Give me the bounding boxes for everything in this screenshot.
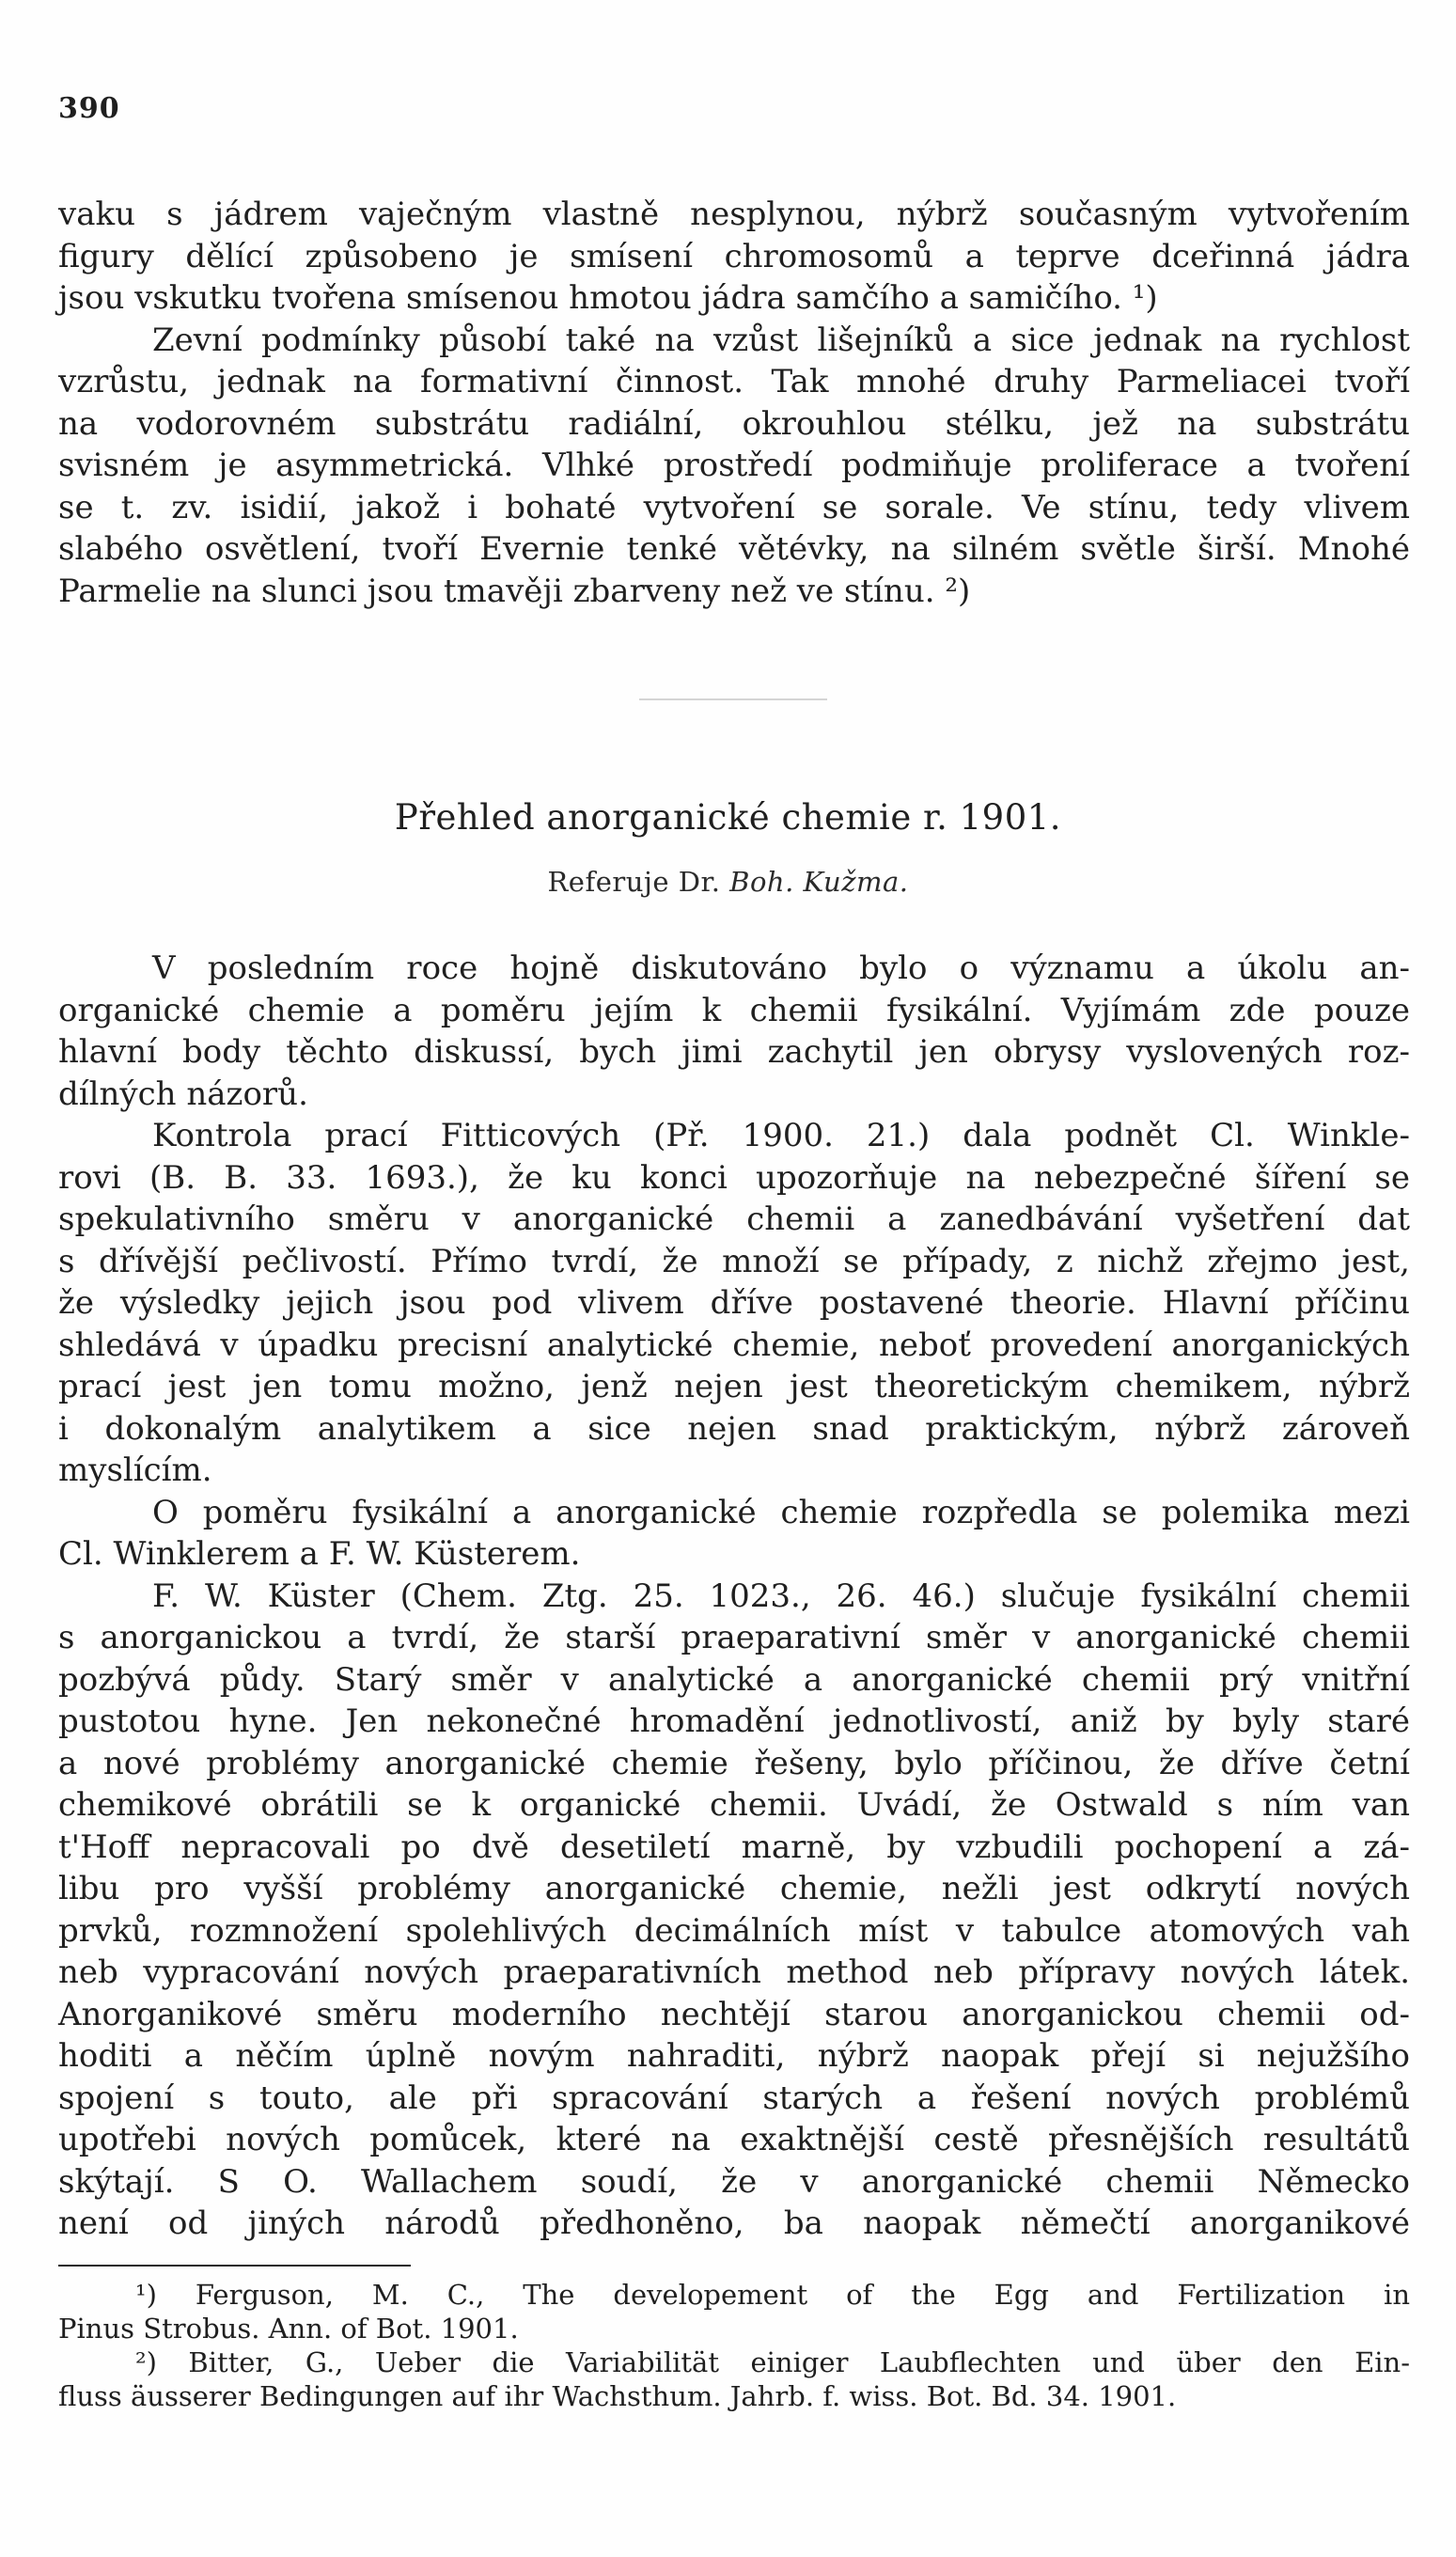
text-line: hlavní body těchto diskussí, bych jimi zachytil jen obrysy vyslovených roz- (58, 1033, 1410, 1071)
article-title: Přehled anorganické chemie r. 1901. (394, 797, 1062, 838)
text-line: t'Hoff nepracovali po dvě desetiletí marně, by vzbudili pochopení a zá- (58, 1828, 1410, 1866)
footnote-line: ²) Bitter, G., Ueber die Variabilität einiger Laubflechten und über den Ein- (135, 2346, 1410, 2378)
text-line: Anorganikové směru moderního nechtějí starou anorganickou chemii od- (58, 1995, 1410, 2033)
text-line: shledává v úpadku precisní analytické chemie, neboť provedení anorganických (58, 1326, 1410, 1364)
text-line: pustotou hyne. Jen nekonečné hromadění jednotlivostí, aniž by byly staré (58, 1702, 1410, 1740)
text-line: že výsledky jejich jsou pod vlivem dříve postavené theorie. Hlavní příčinu (58, 1284, 1410, 1322)
footnote-line: Pinus Strobus. Ann. of Bot. 1901. (58, 2313, 519, 2345)
text-line: s dřívější pečlivostí. Přímo tvrdí, že množí se případy, z nichž zřejmo jest, (58, 1242, 1410, 1280)
text-line: F. W. Küster (Chem. Ztg. 25. 1023., 26. 46.) slučuje fysikální chemii (152, 1577, 1410, 1615)
footnote-rule (58, 2265, 411, 2267)
text-line: se t. zv. isidií, jakož i bohaté vytvoření se sorale. Ve stínu, tedy vlivem (58, 488, 1410, 526)
text-line: dílných názorů. (58, 1075, 308, 1113)
text-line: neb vypracování nových praeparativních method neb přípravy nových látek. (58, 1953, 1410, 1991)
text-line: Zevní podmínky působí také na vzůst lišejníků a sice jednak na rychlost (152, 321, 1410, 359)
text-line: spekulativního směru v anorganické chemii a zanedbávání vyšetření dat (58, 1200, 1410, 1238)
text-line: Kontrola prací Fitticových (Př. 1900. 21.) dala podnět Cl. Winkle- (152, 1117, 1410, 1154)
text-line: Cl. Winklerem a F. W. Küsterem. (58, 1535, 581, 1573)
article-body (58, 948, 1410, 2245)
text-line: s anorganickou a tvrdí, že starší praeparativní směr v anorganické chemii (58, 1619, 1410, 1656)
text-line: prací jest jen tomu možno, jenž nejen jest theoretickým chemikem, nýbrž (58, 1368, 1410, 1405)
article-byline (0, 866, 1456, 898)
footnote-line: fluss äusserer Bedingungen auf ihr Wachsthum. Jahrb. f. wiss. Bot. Bd. 34. 1901. (58, 2380, 1177, 2412)
author-name: Boh. Kužma. (729, 866, 909, 898)
text-line: slabého osvětlení, tvoří Evernie tenké větévky, na silném světle širší. Mnohé (58, 530, 1410, 568)
section-separator (639, 698, 827, 700)
text-line: vzrůstu, jednak na formativní činnost. Tak mnohé druhy Parmeliacei tvoří (58, 363, 1410, 400)
text-line: Parmelie na slunci jsou tmavěji zbarveny než ve stínu. ²) (58, 572, 971, 610)
text-line: V posledním roce hojně diskutováno bylo o významu a úkolu an- (152, 949, 1410, 987)
text-line: pozbývá půdy. Starý směr v analytické a anorganické chemii prý vnitřní (58, 1660, 1410, 1699)
text-line: rovi (B. B. 33. 1693.), že ku konci upozorňuje na nebezpečné šíření se (58, 1158, 1410, 1197)
text-line: organické chemie a poměru jejím k chemii fysikální. Vyjímám zde pouze (58, 991, 1410, 1029)
text-line: není od jiných národů předhoněno, ba naopak němečtí anorganikové (58, 2204, 1410, 2242)
text-line: O poměru fysikální a anorganické chemie rozpředla se polemika mezi (152, 1493, 1410, 1531)
text-line: a nové problémy anorganické chemie řešeny, bylo příčinou, že dříve četní (58, 1744, 1410, 1782)
text-line: hoditi a něčím úplně novým nahraditi, nýbrž naopak přejí si nejužšího (58, 2037, 1410, 2075)
paragraph-continuation (58, 194, 1410, 612)
text-line: jsou vskutku tvořena smísenou hmotou jádra samčího a samičího. ¹) (58, 279, 1158, 317)
text-line: myslícím. (58, 1451, 212, 1489)
byline-prefix: Referuje Dr. (547, 866, 721, 898)
page-number: 390 (58, 92, 120, 125)
text-line: skýtají. S O. Wallachem soudí, že v anorganické chemii Německo (58, 2162, 1410, 2201)
footnote-line: ¹) Ferguson, M. C., The developement of the Egg and Fertilization in (135, 2279, 1410, 2311)
text-line: chemikové obrátili se k organické chemii. Uvádí, že Ostwald s ním van (58, 1786, 1410, 1824)
text-line: figury dělící způsobeno je smísení chromosomů a teprve dceřinná jádra (58, 237, 1410, 275)
text-line: svisném je asymmetrická. Vlhké prostředí podmiňuje proliferace a tvoření (58, 447, 1410, 484)
text-line: prvků, rozmnožení spolehlivých decimálních míst v tabulce atomových vah (58, 1911, 1410, 1950)
text-line: vaku s jádrem vaječným vlastně nesplynou, nýbrž současným vytvořením (58, 196, 1410, 233)
text-line: i dokonalým analytikem a sice nejen snad praktickým, nýbrž zároveň (58, 1409, 1410, 1448)
text-line: spojení s touto, ale při spracování starých a řešení nových problémů (58, 2079, 1410, 2117)
text-line: upotřebi nových pomůcek, které na exaktnější cestě přesnějších resultátů (58, 2121, 1410, 2158)
footnotes (58, 2278, 1410, 2413)
text-line: libu pro vyšší problémy anorganické chemie, nežli jest odkrytí nových (58, 1870, 1410, 1907)
text-line: na vodorovném substrátu radiální, okrouhlou stélku, jež na substrátu (58, 404, 1410, 443)
